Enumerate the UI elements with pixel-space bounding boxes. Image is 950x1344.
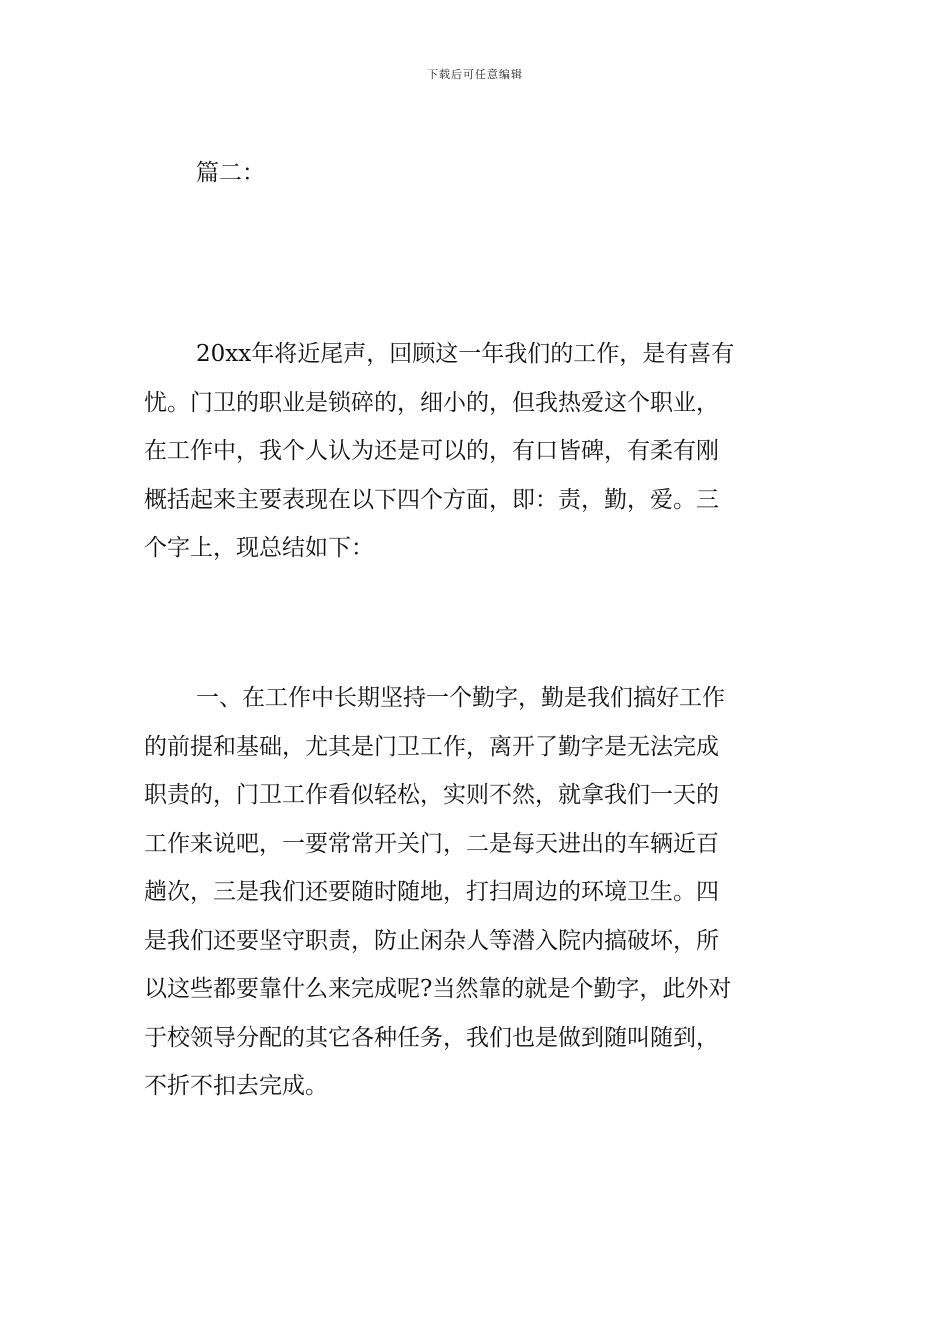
paragraph-line: 20xx年将近尾声，回顾这一年我们的工作，是有喜有 (196, 341, 735, 367)
paragraph-summary-intro (144, 330, 812, 573)
paragraph-line: 概括起来主要表现在以下四个方面，即：责，勤，爱。三 (144, 486, 719, 513)
paragraph-line: 一、在工作中长期坚持一个勤字，勤是我们搞好工作 (196, 685, 725, 711)
paragraph-line: 在工作中，我个人认为还是可以的，有口皆碑，有柔有刚 (144, 438, 719, 464)
paragraph-line: 忧。门卫的职业是锁碎的，细小的，但我热爱这个职业， (144, 389, 719, 416)
paragraph-line: 职责的，门卫工作看似轻松，实则不然，就拿我们一天的 (144, 782, 719, 808)
paragraph-line: 不折不扣去完成。 (144, 1073, 328, 1099)
paragraph-line: 以这些都要靠什么来完成呢?当然靠的就是个勤字，此外对 (144, 976, 732, 1002)
paragraph-line: 是我们还要坚守职责，防止闲杂人等潜入院内搞破坏，所 (144, 927, 719, 954)
paragraph-line: 趟次，三是我们还要随时随地，打扫周边的环境卫生。四 (144, 879, 719, 905)
paragraph-line: 个字上，现总结如下： (144, 535, 374, 561)
paragraph-point-one (144, 674, 812, 1111)
page-header-note: 下载后可任意编辑 (427, 68, 523, 81)
paragraph-line: 于校领导分配的其它各种任务，我们也是做到随叫随到， (144, 1024, 719, 1051)
paragraph-line: 工作来说吧，一要常常开关门，二是每天进出的车辆近百 (144, 830, 719, 857)
section-label: 篇二： (196, 160, 265, 186)
paragraph-line: 的前提和基础，尤其是门卫工作，离开了勤字是无法完成 (144, 733, 719, 760)
